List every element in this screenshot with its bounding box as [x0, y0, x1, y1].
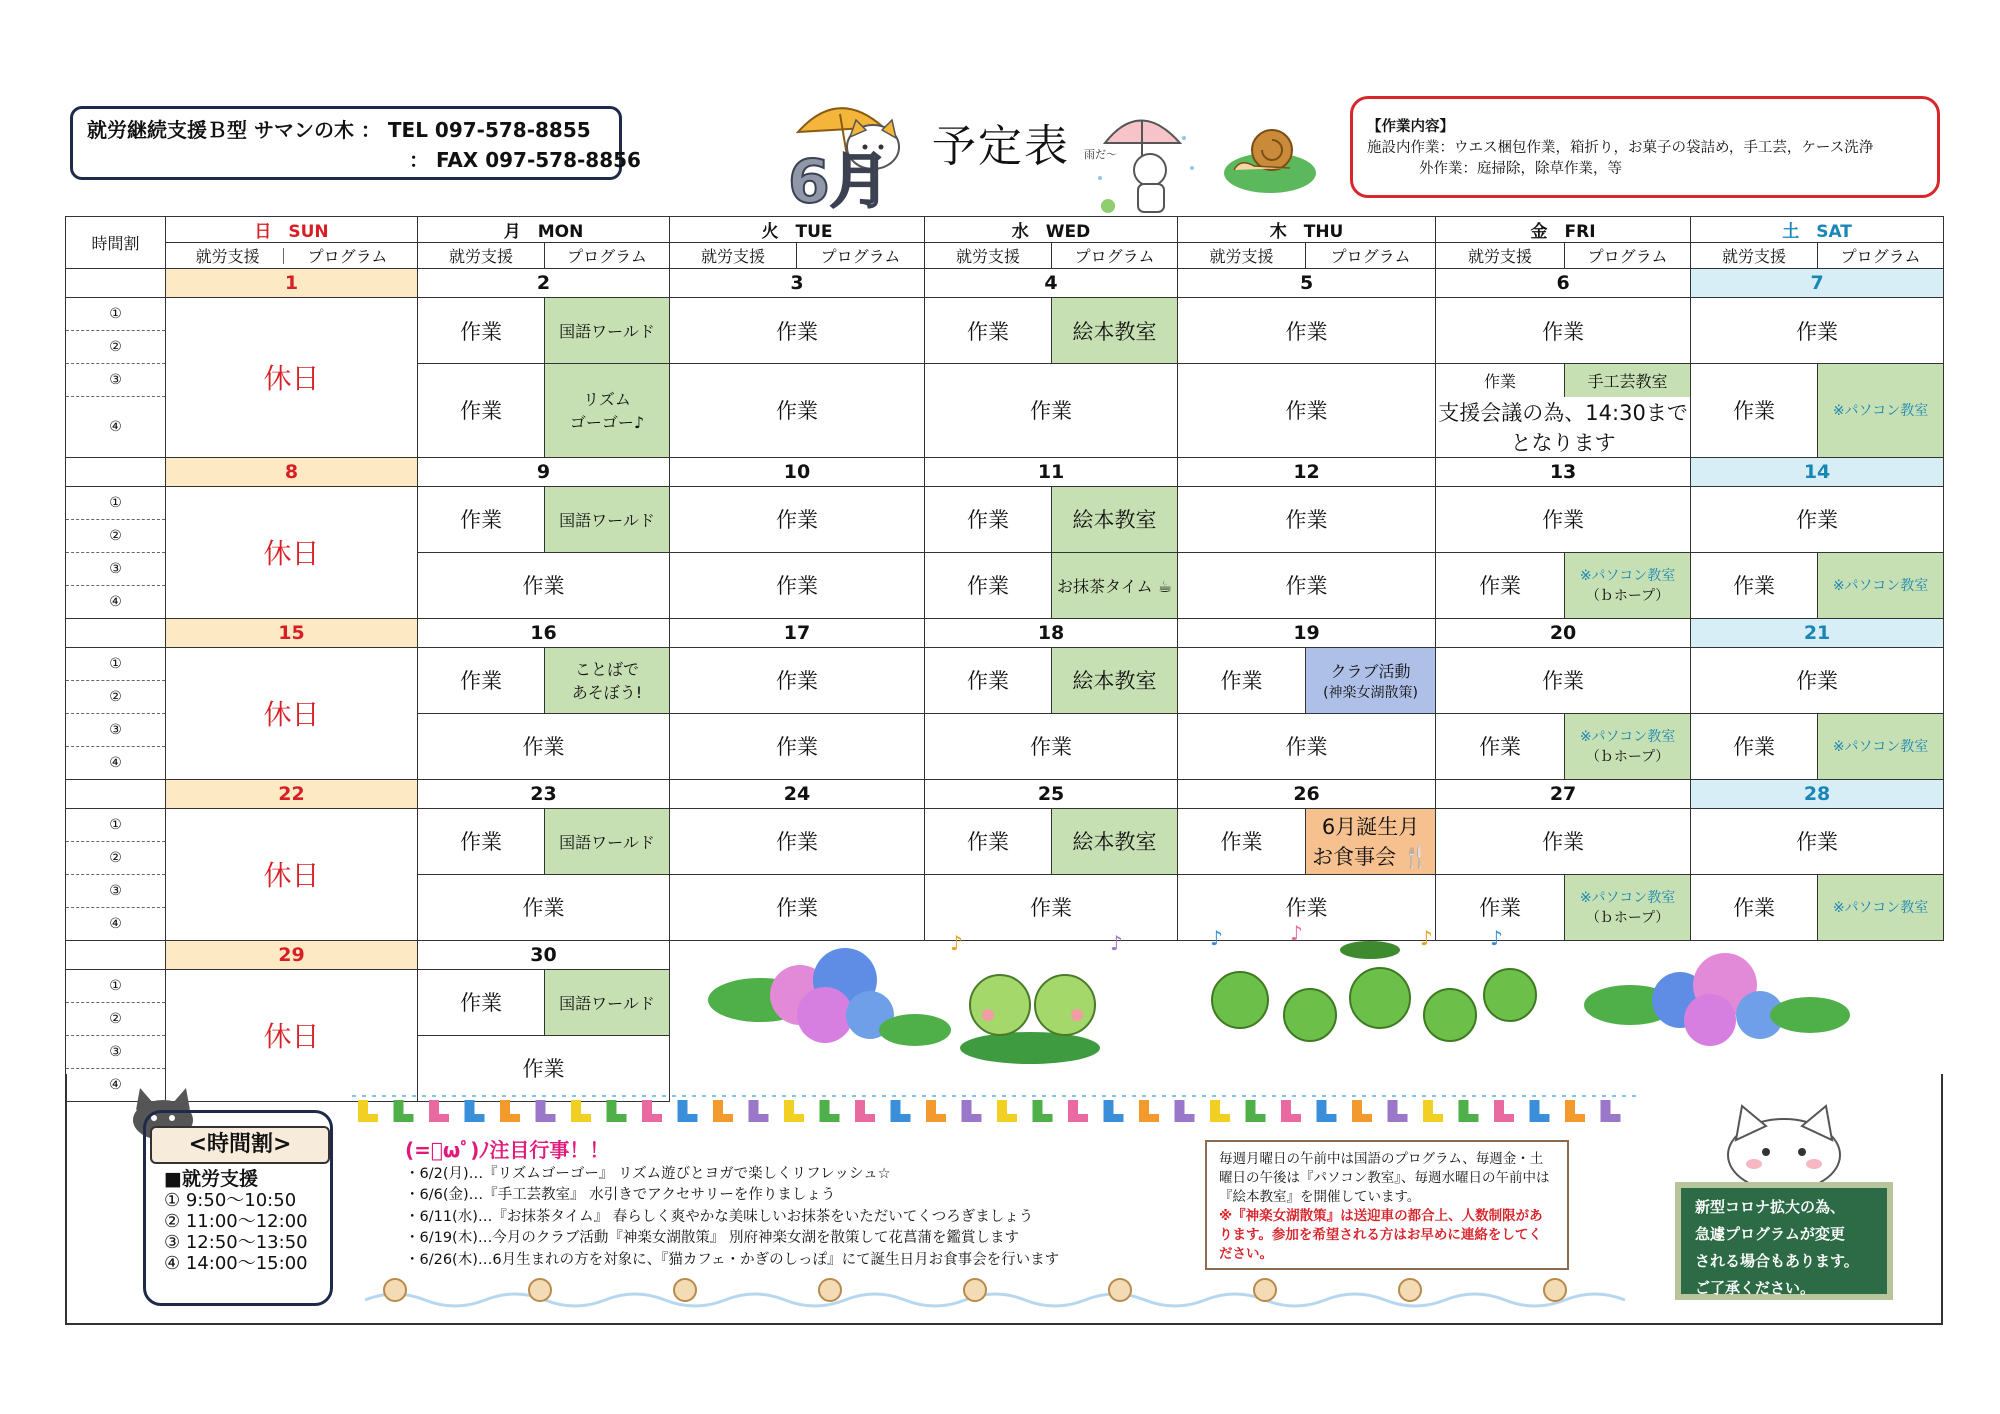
work-cell: 作業	[418, 647, 545, 713]
period-label: ④	[66, 585, 166, 618]
period-label: ④	[66, 746, 166, 779]
period-label: ①	[66, 808, 166, 841]
day-header-wed: 水 WED	[925, 217, 1178, 243]
day-header-tue: 火 TUE	[670, 217, 925, 243]
rain-boot-icon	[1601, 1100, 1621, 1122]
rain-boot-icon	[962, 1100, 982, 1122]
rain-boot-icon	[536, 1100, 556, 1122]
program-cell: ※パソコン教室	[1818, 874, 1944, 940]
date-cell: 11	[925, 457, 1178, 486]
event-item: ・6/11(水)…『お抹茶タイム』 春らしく爽やかな美味しいお抹茶をいただいてくつろぎましょう	[405, 1208, 1034, 1225]
program-cell: 絵本教室	[1052, 647, 1178, 713]
day-header-sun: 日 SUN	[166, 217, 418, 243]
period-label: ④	[66, 1068, 166, 1101]
program-cell: 国語ワールド	[545, 808, 670, 874]
date-cell: 2	[418, 269, 670, 298]
snail-icon	[1399, 1279, 1421, 1301]
period-label: ③	[66, 874, 166, 907]
work-cell: 作業	[1691, 364, 1818, 458]
rain-boot-icon	[642, 1100, 662, 1122]
day-header-mon: 月 MON	[418, 217, 670, 243]
white-cat-icon	[1720, 1100, 1848, 1190]
rain-boot-icon	[1352, 1100, 1372, 1122]
work-cell: 作業	[925, 808, 1052, 874]
rain-boot-icon	[1317, 1100, 1337, 1122]
work-cell: 作業	[1178, 874, 1436, 940]
work-cell: 作業	[1436, 647, 1691, 713]
period-label: ④	[66, 907, 166, 940]
date-cell: 19	[1178, 618, 1436, 647]
date-cell: 27	[1436, 779, 1691, 808]
rain-boot-icon	[1281, 1100, 1301, 1122]
work-cell: 作業	[925, 486, 1052, 552]
date-cell: 13	[1436, 457, 1691, 486]
snail-icon	[384, 1279, 406, 1301]
rain-boot-icon	[429, 1100, 449, 1122]
date-cell: 10	[670, 457, 925, 486]
program-cell: 国語ワールド	[545, 969, 670, 1035]
rain-boot-icon	[358, 1100, 378, 1122]
work-cell: 作業	[1691, 713, 1818, 779]
contact-box	[70, 106, 641, 180]
work-cell: 作業	[418, 552, 670, 618]
rain-boot-icon	[500, 1100, 520, 1122]
date-cell: 1	[166, 269, 418, 298]
work-cell: 作業	[418, 874, 670, 940]
board-line: ご了承ください。	[1695, 1279, 1816, 1297]
work-cell: 作業	[670, 552, 925, 618]
snail-icon	[1254, 1279, 1276, 1301]
program-cell: 手工芸教室	[1565, 364, 1691, 397]
program-cell: ※パソコン教室	[1818, 713, 1944, 779]
umbrella-cat-month-icon	[778, 92, 928, 210]
work-cell: 作業	[1691, 808, 1944, 874]
date-cell: 9	[418, 457, 670, 486]
work-title: 【作業内容】	[1367, 119, 1454, 135]
sub-support: 就労支援	[418, 243, 545, 269]
rain-boot-icon	[820, 1100, 840, 1122]
program-cell: 6月誕生月 お食事会 🍴	[1306, 808, 1436, 874]
board-line: 新型コロナ拡大の為、	[1695, 1198, 1846, 1216]
date-cell: 28	[1691, 779, 1944, 808]
date-cell: 30	[418, 940, 670, 969]
svg-text:♪: ♪	[1110, 931, 1123, 955]
work-cell: 作業	[418, 808, 545, 874]
rain-boot-icon	[1494, 1100, 1514, 1122]
info-notice: ※『神楽女湖散策』は送迎車の都合上、人数制限があります。参加を希望される方はお早めに連絡をしてください。	[1219, 1208, 1543, 1262]
date-cell: 25	[925, 779, 1178, 808]
rain-boot-icon	[997, 1100, 1017, 1122]
work-cell: 作業	[670, 647, 925, 713]
snail-border	[365, 1270, 1655, 1310]
rain-boot-icon	[465, 1100, 485, 1122]
work-cell: 作業	[1178, 808, 1306, 874]
rain-boot-icon	[394, 1100, 414, 1122]
rain-boot-icon	[1104, 1100, 1124, 1122]
rain-boot-icon	[1246, 1100, 1266, 1122]
rain-text: 雨だ～	[1084, 148, 1117, 161]
page-title: 予定表	[932, 121, 1070, 172]
work-cell: 作業	[670, 808, 925, 874]
period-label: ①	[66, 969, 166, 1002]
event-item: ・6/2(月)…『リズムゴーゴー』 リズム遊びとヨガで楽しくリフレッシュ☆	[405, 1165, 891, 1182]
holiday-cell: 休日	[166, 969, 418, 1101]
work-cell: 作業	[1178, 364, 1436, 458]
rain-boot-icon	[749, 1100, 769, 1122]
work-cell: 作業	[1436, 713, 1565, 779]
holiday-cell: 休日	[166, 486, 418, 618]
period-label: ①	[66, 298, 166, 331]
rain-boot-icon	[678, 1100, 698, 1122]
date-cell: 14	[1691, 457, 1944, 486]
work-cell: 作業	[925, 647, 1052, 713]
snail-icon	[529, 1279, 551, 1301]
work-cell: 作業	[1436, 364, 1565, 397]
work-cell: 作業	[1691, 298, 1944, 364]
rain-boot-icon	[1139, 1100, 1159, 1122]
work-cell: 作業	[418, 713, 670, 779]
info-text: 毎週月曜日の午前中は国語のプログラム、毎週金・土曜日の午後は『パソコン教室』、毎週水曜日の午前中は『絵本教室』を開催しています。	[1219, 1151, 1550, 1205]
work-cell: 作業	[1691, 552, 1818, 618]
timetable-slot: ③ 12:50～13:50	[164, 1232, 308, 1253]
timetable-title: <時間割>	[150, 1126, 330, 1164]
program-cell: 国語ワールド	[545, 298, 670, 364]
work-cell: 作業	[1436, 486, 1691, 552]
period-label: ①	[66, 486, 166, 519]
rain-boot-icon	[1423, 1100, 1443, 1122]
date-cell: 3	[670, 269, 925, 298]
rain-boot-icon	[571, 1100, 591, 1122]
timetable-slot: ② 11:00～12:00	[164, 1211, 308, 1232]
rain-boot-icon	[1459, 1100, 1479, 1122]
rain-boot-icon	[1388, 1100, 1408, 1122]
work-line-outdoor: 外作業：庭掃除，除草作業，等	[1419, 161, 1622, 177]
program-cell: ※パソコン教室 （ｂホープ）	[1565, 874, 1691, 940]
work-cell: 作業	[418, 486, 545, 552]
day-header-sat: 土 SAT	[1691, 217, 1944, 243]
work-cell: 作業	[418, 364, 545, 458]
rain-boot-icon	[607, 1100, 627, 1122]
program-cell: ※パソコン教室 （ｂホープ）	[1565, 713, 1691, 779]
program-cell: クラブ活動 (神楽女湖散策)	[1306, 647, 1436, 713]
program-cell: ※パソコン教室	[1818, 552, 1944, 618]
snail-icon	[819, 1279, 841, 1301]
period-label: ②	[66, 841, 166, 874]
program-cell: 絵本教室	[1052, 298, 1178, 364]
program-cell: ※パソコン教室 （ｂホープ）	[1565, 552, 1691, 618]
sub-support: 就労支援	[1691, 243, 1818, 269]
work-cell: 作業	[1178, 486, 1436, 552]
date-cell: 7	[1691, 269, 1944, 298]
work-cell: 作業	[1691, 647, 1944, 713]
date-cell: 18	[925, 618, 1178, 647]
event-item: ・6/19(木)…今月のクラブ活動『神楽女湖散策』 別府神楽女湖を散策して花菖蒲を鑑賞します	[405, 1230, 1019, 1246]
date-cell: 29	[166, 940, 418, 969]
rain-boot-icon	[1068, 1100, 1088, 1122]
holiday-cell: 休日	[166, 298, 418, 458]
date-cell: 23	[418, 779, 670, 808]
work-cell: 作業	[1436, 874, 1565, 940]
work-cell: 作業	[418, 1035, 670, 1101]
events-title: (=ﾟωﾟ)ﾉ注目行事！！	[405, 1138, 610, 1162]
date-cell: 20	[1436, 618, 1691, 647]
rain-boot-icon	[1565, 1100, 1585, 1122]
program-cell: リズム ゴーゴー♪	[545, 364, 670, 458]
work-cell: 作業	[670, 298, 925, 364]
program-cell: ことばで あそぼう!	[545, 647, 670, 713]
period-label: ②	[66, 1002, 166, 1035]
umbrella-girl-icon	[1080, 98, 1200, 218]
contact-tel: 就労継続支援Ｂ型 サマンの木 ： TEL 097-578-8855	[87, 118, 591, 142]
work-content-box	[1350, 96, 1940, 198]
work-cell: 作業	[1691, 486, 1944, 552]
hydrangea-icon	[1584, 953, 1850, 1046]
sub-program: プログラム	[1565, 243, 1691, 269]
rain-boot-icon	[891, 1100, 911, 1122]
period-label: ③	[66, 364, 166, 397]
period-label: ④	[66, 397, 166, 458]
sun-sub: 就労支援 ｜ プログラム	[166, 243, 418, 269]
day-header-thu: 木 THU	[1178, 217, 1436, 243]
rain-boot-icon	[1210, 1100, 1230, 1122]
tea-cup-icon: ☕	[1152, 576, 1173, 596]
contact-fax: ： FAX 097-578-8856	[409, 148, 641, 172]
work-cell: 作業	[925, 298, 1052, 364]
date-cell: 4	[925, 269, 1178, 298]
day-header-fri: 金 FRI	[1436, 217, 1691, 243]
work-cell: 作業	[670, 874, 925, 940]
work-cell: 作業	[1436, 298, 1691, 364]
corona-notice-board	[1675, 1182, 1893, 1300]
rain-boot-icon	[713, 1100, 733, 1122]
fri-note: 支援会議の為、14:30までとなります	[1436, 397, 1691, 458]
svg-text:♪: ♪	[1290, 921, 1303, 945]
work-cell: 作業	[925, 364, 1178, 458]
program-cell: 絵本教室	[1052, 486, 1178, 552]
work-line-indoor: 施設内作業：ウエス梱包作業，箱折り，お菓子の袋詰め，手工芸，ケース洗浄	[1367, 140, 1874, 156]
hydrangea-icon	[708, 948, 951, 1046]
work-cell: 作業	[1178, 713, 1436, 779]
work-cell: 作業	[925, 874, 1178, 940]
svg-text:♪: ♪	[1210, 926, 1223, 950]
date-cell: 21	[1691, 618, 1944, 647]
rain-boot-icon	[1530, 1100, 1550, 1122]
snail-icon	[674, 1279, 696, 1301]
work-cell: 作業	[1436, 552, 1565, 618]
sub-program: プログラム	[1818, 243, 1944, 269]
board-line: される場合もあります。	[1695, 1252, 1859, 1270]
holiday-cell: 休日	[166, 647, 418, 779]
program-cell: お抹茶タイム ☕	[1052, 552, 1178, 618]
work-cell: 作業	[670, 364, 925, 458]
time-header: 時間割	[66, 217, 166, 269]
event-item: ・6/6(金)…『手工芸教室』 水引きでアクセサリーを作りましょう	[405, 1187, 836, 1203]
board-line: 急遽プログラムが変更	[1695, 1225, 1845, 1243]
work-cell: 作業	[418, 298, 545, 364]
date-cell: 16	[418, 618, 670, 647]
rain-boot-icon	[1033, 1100, 1053, 1122]
period-label: ③	[66, 713, 166, 746]
svg-text:♪: ♪	[1490, 926, 1503, 950]
svg-text:♪: ♪	[950, 931, 963, 955]
work-cell: 作業	[925, 552, 1052, 618]
period-label: ③	[66, 1035, 166, 1068]
timetable-heading: ■就労支援	[164, 1168, 258, 1190]
rain-boot-icon	[926, 1100, 946, 1122]
sub-support: 就労支援	[925, 243, 1052, 269]
period-label: ②	[66, 331, 166, 364]
sub-support: 就労支援	[1436, 243, 1565, 269]
work-cell: 作業	[925, 713, 1178, 779]
sub-support: 就労支援	[1178, 243, 1306, 269]
work-cell: 作業	[1436, 808, 1691, 874]
sub-program: プログラム	[1306, 243, 1436, 269]
rain-boots-garland	[352, 1090, 1642, 1130]
date-cell: 26	[1178, 779, 1436, 808]
date-cell: 15	[166, 618, 418, 647]
svg-text:♪: ♪	[1420, 926, 1433, 950]
sub-support: 就労支援	[670, 243, 797, 269]
date-cell: 8	[166, 457, 418, 486]
info-note-box	[1205, 1140, 1569, 1270]
month-badge-text: 6月	[788, 147, 890, 210]
program-cell: ※パソコン教室	[1818, 364, 1944, 458]
period-label: ③	[66, 552, 166, 585]
work-cell: 作業	[1178, 647, 1306, 713]
date-cell: 6	[1436, 269, 1691, 298]
sub-program: プログラム	[797, 243, 925, 269]
rain-boot-icon	[784, 1100, 804, 1122]
work-cell: 作業	[1178, 298, 1436, 364]
work-cell: 作業	[670, 713, 925, 779]
work-cell: 作業	[418, 969, 545, 1035]
sub-program: プログラム	[545, 243, 670, 269]
date-cell: 24	[670, 779, 925, 808]
fork-knife-icon: 🍴	[1396, 845, 1429, 869]
date-cell: 17	[670, 618, 925, 647]
period-label: ②	[66, 680, 166, 713]
sub-program: プログラム	[1052, 243, 1178, 269]
date-cell: 22	[166, 779, 418, 808]
rain-boot-icon	[1175, 1100, 1195, 1122]
frog-choir-icon	[1210, 921, 1536, 1041]
holiday-cell: 休日	[166, 808, 418, 940]
frogs-hydrangea-illustration	[700, 920, 1900, 1070]
snail-icon	[964, 1279, 986, 1301]
timetable-slot: ④ 14:00～15:00	[164, 1253, 308, 1274]
events-section	[405, 1140, 1185, 1271]
work-cell: 作業	[1691, 874, 1818, 940]
program-cell: 国語ワールド	[545, 486, 670, 552]
program-cell: 絵本教室	[1052, 808, 1178, 874]
period-label: ①	[66, 647, 166, 680]
period-label: ②	[66, 519, 166, 552]
frog-pair-icon	[950, 931, 1123, 1064]
snail-on-leaf-icon	[1220, 118, 1320, 198]
snail-icon	[1109, 1279, 1131, 1301]
work-cell: 作業	[1178, 552, 1436, 618]
date-cell: 12	[1178, 457, 1436, 486]
event-item: ・6/26(木)…6月生まれの方を対象に、『猫カフェ・かぎのしっぽ』にて誕生日月お食事会を行います	[405, 1251, 1060, 1268]
work-cell: 作業	[670, 486, 925, 552]
snail-icon	[1544, 1279, 1566, 1301]
date-cell: 5	[1178, 269, 1436, 298]
rain-boot-icon	[855, 1100, 875, 1122]
timetable-slot: ① 9:50～10:50	[164, 1190, 297, 1211]
